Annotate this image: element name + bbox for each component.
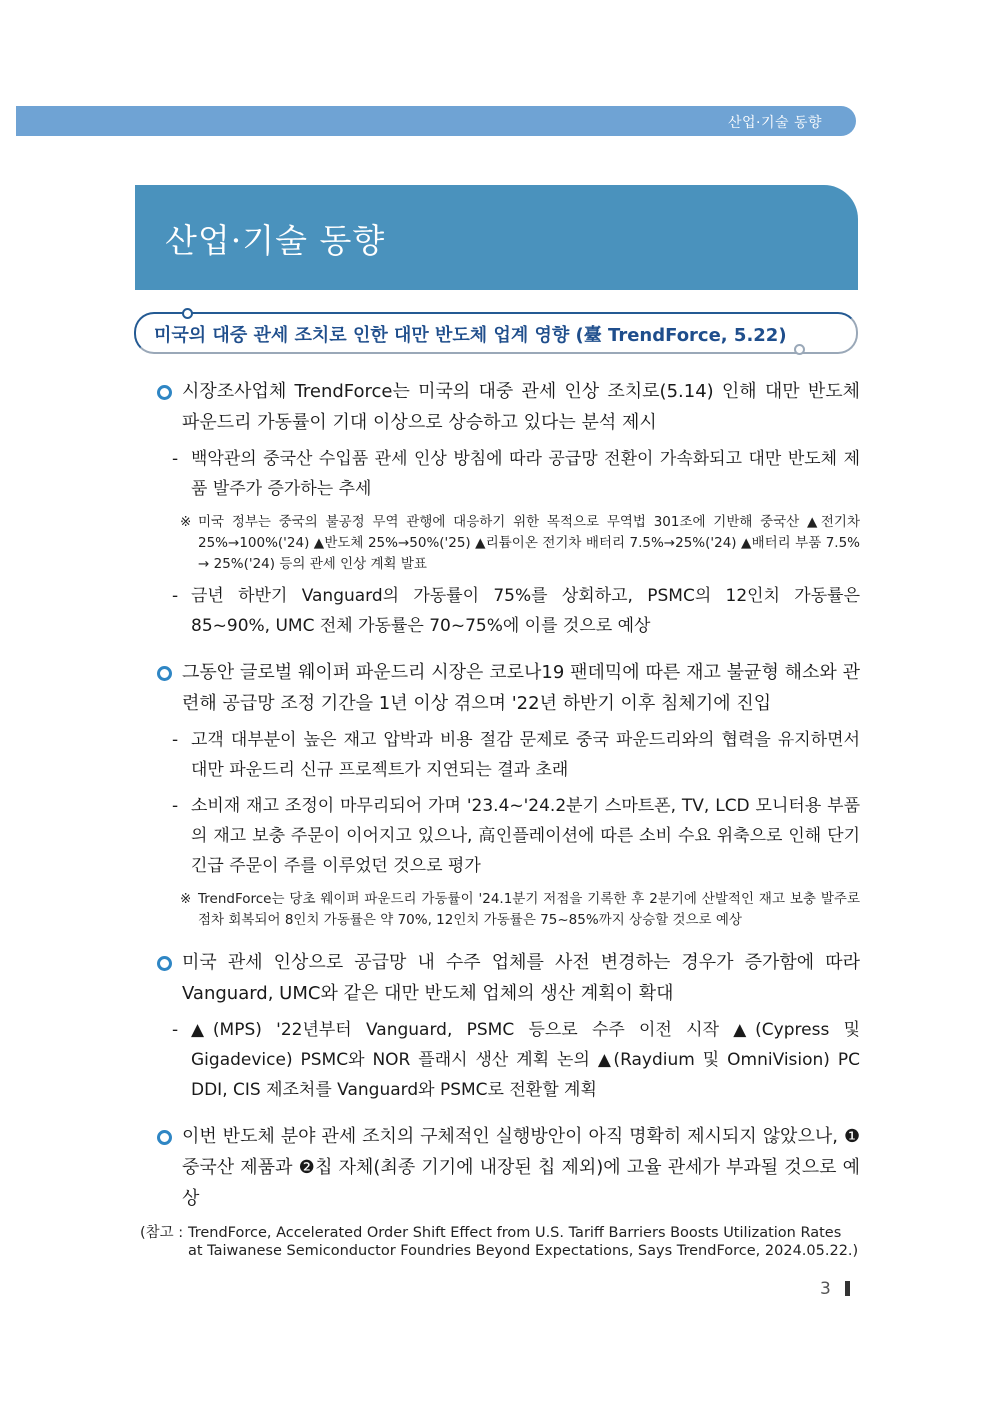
reference-label: (참고 : bbox=[140, 1225, 184, 1241]
bullet-paragraph bbox=[150, 947, 860, 1009]
bullet-text: 그동안 글로벌 웨이퍼 파운드리 시장은 코로나19 팬데믹에 따른 재고 불균형 해소와 관련해 공급망 조정 기간을 1년 이상 겪으며 '22년 하반기 이후 침체기에 진입 bbox=[182, 662, 860, 714]
bullet-text: 미국 관세 인상으로 공급망 내 수주 업체를 사전 변경하는 경우가 증가함에 따라 Vanguard, UMC와 같은 대만 반도체 업체의 생산 계획이 확대 bbox=[182, 952, 860, 1004]
section-header-title: 산업·기술 동향 bbox=[165, 221, 386, 260]
dash-marker: - bbox=[172, 796, 179, 816]
dash-marker: - bbox=[172, 1020, 179, 1040]
dash-paragraph bbox=[150, 1015, 860, 1105]
note-text: 미국 정부는 중국의 불공정 무역 관행에 대응하기 위한 목적으로 무역법 301조에 기반해 중국산 ▲전기차 25%→100%('24) ▲반도체 25%→50%('25) ▲리튬이온 전기차 배터리 7.5%→25%('24) ▲배터리 부품 7.5% → 25%('24) 등의 관세 인상 계획 발표 bbox=[198, 514, 860, 572]
dash-paragraph bbox=[150, 791, 860, 881]
dash-marker: - bbox=[172, 586, 179, 606]
dash-text: 백악관의 중국산 수입품 관세 인상 방침에 따라 공급망 전환이 가속화되고 대만 반도체 제품 발주가 증가하는 추세 bbox=[191, 449, 860, 499]
reference-note bbox=[140, 1224, 860, 1260]
top-section-bar bbox=[16, 106, 856, 136]
dash-marker: - bbox=[172, 449, 179, 469]
note-marker: ※ bbox=[180, 891, 192, 907]
reference-text: TrendForce, Accelerated Order Shift Effect from U.S. Tariff Barriers Boosts Utilization Rates at Taiwanese Semiconductor Foundries Beyond Expectations, Says TrendForce, 2024.05.22.) bbox=[188, 1225, 859, 1259]
section-tab-label: 산업·기술 동향 bbox=[727, 115, 822, 131]
circle-bullet-icon bbox=[157, 385, 172, 400]
circle-bullet-icon bbox=[157, 666, 172, 681]
article-title-box bbox=[134, 308, 858, 356]
note-paragraph bbox=[150, 889, 860, 931]
bullet-paragraph bbox=[150, 1121, 860, 1214]
circle-bullet-icon bbox=[157, 1130, 172, 1145]
article-body bbox=[150, 370, 860, 1214]
dash-paragraph bbox=[150, 444, 860, 504]
bullet-text: 시장조사업체 TrendForce는 미국의 대중 관세 인상 조치로(5.14) 인해 대만 반도체 파운드리 가동률이 기대 이상으로 상승하고 있다는 분석 제시 bbox=[182, 381, 860, 433]
bullet-paragraph bbox=[150, 657, 860, 719]
page-number-bar bbox=[845, 1281, 850, 1296]
bullet-text: 이번 반도체 분야 관세 조치의 구체적인 실행방안이 아직 명확히 제시되지 않았으나, ❶중국산 제품과 ❷칩 자체(최종 기기에 내장된 칩 제외)에 고율 관세가 부과될 것으로 예상 bbox=[182, 1126, 860, 1209]
dash-marker: - bbox=[172, 730, 179, 750]
note-text: TrendForce는 당초 웨이퍼 파운드리 가동률이 '24.1분기 저점을 기록한 후 2분기에 산발적인 재고 보충 발주로 점차 회복되어 8인치 가동률은 약 70%, 12인치 가동률은 75~85%까지 상승할 것으로 예상 bbox=[198, 891, 860, 928]
dash-paragraph bbox=[150, 725, 860, 785]
title-frame-dot-right bbox=[794, 344, 805, 355]
dash-text: 금년 하반기 Vanguard의 가동률이 75%를 상회하고, PSMC의 12인치 가동률은 85~90%, UMC 전체 가동률은 70~75%에 이를 것으로 예상 bbox=[191, 586, 860, 636]
title-frame-dot-left bbox=[182, 308, 193, 319]
circle-bullet-icon bbox=[157, 956, 172, 971]
dash-text: 고객 대부분이 높은 재고 압박과 비용 절감 문제로 중국 파운드리와의 협력을 유지하면서 대만 파운드리 신규 프로젝트가 지연되는 결과 초래 bbox=[191, 730, 860, 780]
section-header bbox=[135, 185, 858, 290]
article-title: 미국의 대중 관세 조치로 인한 대만 반도체 업계 영향 (臺 TrendForce, 5.22) bbox=[154, 325, 787, 346]
dash-paragraph bbox=[150, 581, 860, 641]
page-number: 3 bbox=[820, 1279, 831, 1299]
note-paragraph bbox=[150, 512, 860, 575]
bullet-paragraph bbox=[150, 376, 860, 438]
dash-text: ▲(MPS) '22년부터 Vanguard, PSMC 등으로 수주 이전 시작 ▲(Cypress 및 Gigadevice) PSMC와 NOR 플래시 생산 계획 논의 ▲(Raydium 및 OmniVision) PC DDI, CIS 제조처를 Vanguard와 PSMC로 전환할 계획 bbox=[191, 1020, 860, 1100]
note-marker: ※ bbox=[180, 514, 192, 530]
dash-text: 소비재 재고 조정이 마무리되어 가며 '23.4~'24.2분기 스마트폰, TV, LCD 모니터용 부품의 재고 보충 주문이 이어지고 있으나, 高인플레이션에 따른 소비 수요 위축으로 인해 단기 긴급 주문이 주를 이루었던 것으로 평가 bbox=[191, 796, 860, 876]
